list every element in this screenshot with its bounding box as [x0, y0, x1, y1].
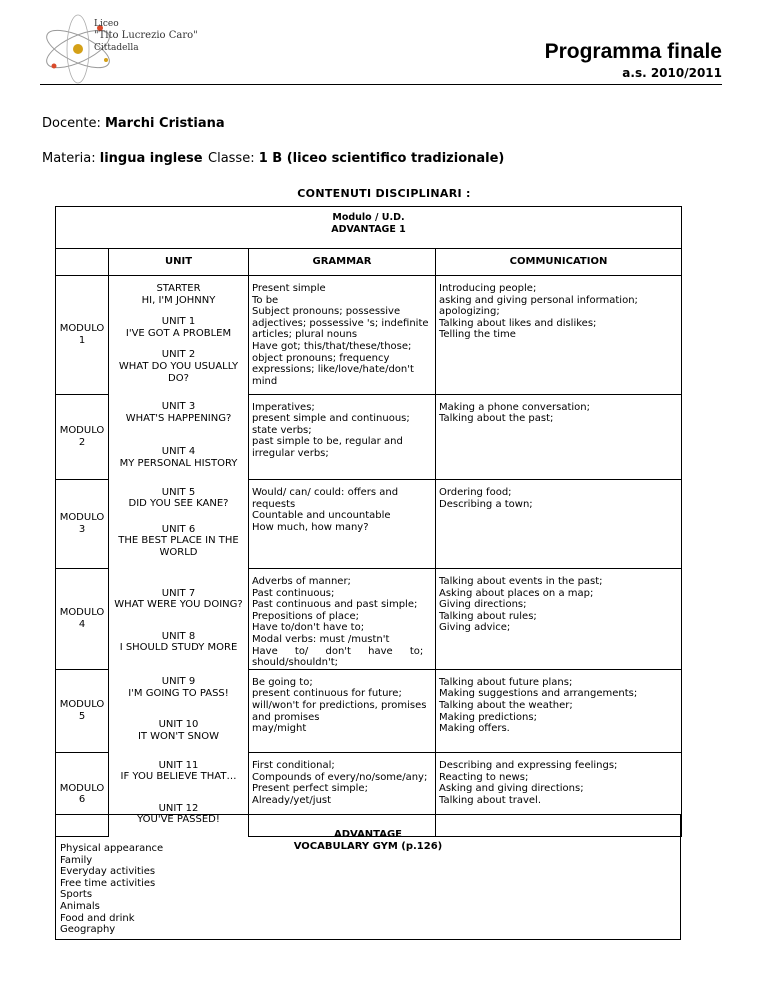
grammar-item: Would/ can/ could: offers and requests: [252, 487, 399, 510]
vocabulary-item: Sports: [60, 889, 93, 901]
grammar-cell: [249, 569, 436, 670]
table-row: [56, 394, 682, 479]
grammar-item: Compounds of every/no/some/any;: [252, 771, 428, 783]
logo-line-3: Cittadella: [94, 43, 139, 53]
modulo-label: MODULO: [59, 425, 105, 437]
unit-item: UNIT 12 YOU'VE PASSED!: [137, 802, 220, 826]
grammar-item: Imperatives;: [252, 401, 315, 413]
units-cell: [109, 480, 249, 569]
table-row: [56, 480, 682, 569]
modulo-label: 6: [78, 794, 86, 806]
grammar-item: Prepositions of place;: [252, 610, 359, 622]
grammar-item: How much, how many?: [252, 521, 369, 533]
grammar-column-header: GRAMMAR: [249, 249, 436, 276]
communication-item: Reacting to news;: [439, 771, 529, 783]
grammar-cell: [249, 394, 436, 479]
communication-item: Describing a town;: [439, 498, 533, 510]
unit-item: UNIT 6 THE BEST PLACE IN THE WORLD: [118, 523, 239, 558]
communication-item: Talking about events in the past;: [439, 576, 603, 587]
grammar-item: To be: [252, 294, 279, 306]
communication-column-header: COMMUNICATION: [436, 249, 682, 276]
unit-item: UNIT 7 WHAT WERE YOU DOING?: [114, 587, 243, 611]
communication-item: Giving directions;: [439, 599, 527, 611]
grammar-cell: [249, 480, 436, 569]
communication-item: Talking about likes and dislikes;: [439, 317, 597, 329]
communication-cell: [436, 480, 682, 569]
page-title: Programma finale: [544, 40, 722, 63]
unit-item: UNIT 10 IT WON'T SNOW: [137, 719, 220, 743]
vocabulary-item: Food and drink: [60, 912, 135, 924]
module-header: [56, 207, 682, 249]
grammar-item: Present perfect simple;: [252, 783, 368, 795]
modulo-label: MODULO: [59, 607, 105, 619]
grammar-item: Modal verbs: must /mustn't: [252, 633, 390, 645]
grammar-item: Present simple: [252, 283, 326, 294]
docente-label: Docente:: [42, 116, 101, 131]
grammar-item: state verbs;: [252, 424, 312, 436]
school-year: a.s. 2010/2011: [622, 66, 722, 80]
vocabulary-item: Geography: [60, 924, 116, 936]
grammar-item: present simple and continuous;: [252, 413, 410, 425]
modulo-label: 3: [78, 524, 86, 536]
header-divider: [40, 84, 722, 85]
grammar-cell: [249, 669, 436, 752]
docente-line: [42, 116, 225, 131]
modulo-label: 5: [78, 710, 86, 722]
vocabulary-item: Physical appearance: [60, 843, 164, 854]
units-cell: [109, 569, 249, 670]
table-row: [56, 276, 682, 395]
modulo-label: 2: [78, 436, 86, 448]
module-header-line-2: ADVANTAGE 1: [331, 224, 406, 235]
modulo-cell: [56, 669, 109, 752]
materia-value: lingua inglese: [99, 151, 203, 166]
unit-column-header: UNIT: [109, 249, 249, 276]
classe-value: 1 B (liceo scientifico tradizionale): [258, 151, 505, 166]
units-cell: [109, 394, 249, 479]
unit-item: UNIT 1 I'VE GOT A PROBLEM: [125, 316, 232, 339]
modulo-label: 4: [78, 618, 86, 630]
communication-item: Talking about the weather;: [439, 699, 573, 711]
unit-item: UNIT 9 I'M GOING TO PASS!: [128, 676, 229, 699]
grammar-item: should/shouldn't;: [252, 657, 339, 669]
table-body: [56, 276, 682, 837]
units-cell: [109, 276, 249, 395]
communication-cell: [436, 669, 682, 752]
communication-item: Telling the time: [439, 329, 516, 341]
grammar-item: Adverbs of manner;: [252, 576, 351, 587]
grammar-item: Have to/ don't have to;: [252, 645, 424, 657]
communication-item: Talking about rules;: [439, 610, 537, 622]
vocabulary-item: Animals: [60, 900, 100, 912]
column-headers: [56, 249, 682, 276]
grammar-cell: [249, 276, 436, 395]
communication-cell: [436, 569, 682, 670]
communication-item: Making a phone conversation;: [439, 401, 590, 413]
grammar-item: Countable and uncountable: [252, 510, 391, 522]
vocabulary-item: Family: [60, 854, 93, 866]
docente-value: Marchi Cristiana: [104, 116, 225, 131]
classe-line: [208, 151, 504, 166]
program-table: [55, 206, 682, 837]
logo-line-2: "Tito Lucrezio Caro": [94, 30, 198, 41]
communication-item: Talking about future plans;: [439, 676, 573, 688]
communication-item: asking and giving personal information; apologizing;: [439, 294, 638, 318]
communication-item: Ordering food;: [439, 487, 512, 499]
materia-line: [42, 151, 203, 166]
communication-item: Making offers.: [439, 723, 510, 735]
unit-item: UNIT 5 DID YOU SEE KANE?: [128, 486, 229, 510]
grammar-item: Past continuous;: [252, 587, 335, 599]
logo-line-1: Liceo: [94, 19, 119, 29]
logo-text: [94, 18, 198, 54]
vocabulary-item: Everyday activities: [60, 866, 156, 878]
modulo-label: 1: [78, 334, 86, 346]
modulo-cell: [56, 276, 109, 395]
unit-item: UNIT 8 I SHOULD STUDY MORE: [119, 630, 238, 654]
communication-item: Talking about the past;: [439, 413, 554, 425]
grammar-item: may/might: [252, 723, 307, 735]
unit-item: STARTER HI, I'M JOHNNY: [141, 283, 216, 306]
communication-item: Asking and giving directions;: [439, 783, 584, 795]
grammar-item: First conditional;: [252, 760, 335, 772]
modulo-column-header: [56, 249, 109, 276]
communication-cell: [436, 276, 682, 395]
grammar-item: Have got; this/that/these/those; object pronouns; frequency expressions; like/love/hate/don't mind: [252, 340, 414, 387]
vocabulary-item: Free time activities: [60, 877, 156, 889]
communication-cell: [436, 394, 682, 479]
unit-item: UNIT 11 IF YOU BELIEVE THAT…: [120, 759, 237, 783]
vocabulary-list: [60, 843, 163, 936]
vocabulary-title-line-1: ADVANTAGE: [333, 829, 403, 840]
modulo-cell: [56, 394, 109, 479]
grammar-item: past simple to be, regular and irregular verbs;: [252, 436, 403, 460]
grammar-item: Subject pronouns; possessive adjectives; possessive 's; indefinite articles; plural nouns: [252, 306, 429, 341]
communication-item: Making predictions;: [439, 711, 537, 723]
materia-label: Materia:: [42, 151, 96, 166]
grammar-item: Already/yet/just: [252, 794, 332, 806]
communication-item: Asking about places on a map;: [439, 587, 594, 599]
unit-item: UNIT 4 MY PERSONAL HISTORY: [119, 446, 238, 469]
section-title: CONTENUTI DISCIPLINARI :: [297, 187, 471, 200]
modulo-label: MODULO: [59, 323, 105, 335]
units-cell: [109, 669, 249, 752]
communication-item: Talking about travel.: [439, 794, 542, 806]
grammar-item: Past continuous and past simple;: [252, 599, 418, 611]
classe-label: Classe:: [208, 151, 255, 166]
modulo-cell: [56, 480, 109, 569]
communication-item: Making suggestions and arrangements;: [439, 688, 638, 700]
grammar-item: Have to/don't have to;: [252, 622, 365, 634]
table-row: [56, 669, 682, 752]
communication-item: Describing and expressing feelings;: [439, 760, 618, 772]
modulo-label: MODULO: [59, 782, 105, 794]
grammar-item: will/won't for predictions, promises and promises: [252, 699, 427, 723]
module-header-line-1: Modulo / U.D.: [332, 212, 405, 223]
modulo-label: MODULO: [59, 512, 105, 524]
vocabulary-box: [55, 814, 681, 940]
communication-item: Introducing people;: [439, 283, 537, 294]
communication-item: Giving advice;: [439, 622, 511, 634]
unit-item: UNIT 3 WHAT'S HAPPENING?: [125, 401, 232, 424]
grammar-item: Be going to;: [252, 676, 313, 688]
vocabulary-title-line-2: VOCABULARY GYM (p.126): [293, 841, 443, 852]
unit-item: UNIT 2 WHAT DO YOU USUALLY DO?: [118, 349, 239, 384]
modulo-cell: [56, 569, 109, 670]
grammar-item: present continuous for future;: [252, 688, 402, 700]
modulo-label: MODULO: [59, 699, 105, 711]
table-row: [56, 569, 682, 670]
